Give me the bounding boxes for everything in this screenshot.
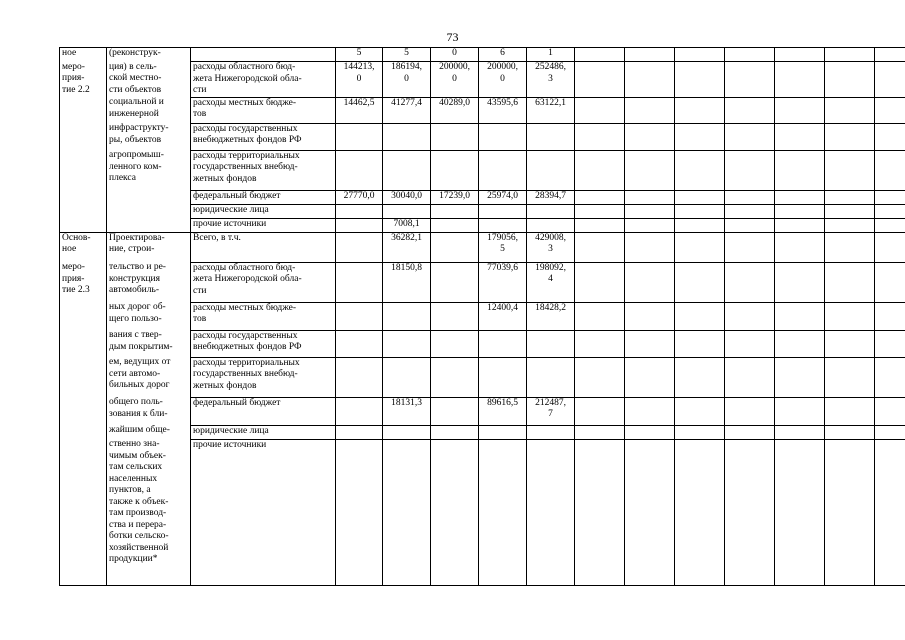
empty-cell [625,439,675,585]
value-cell [336,204,383,218]
value-cell [336,357,383,397]
empty-cell [825,425,875,439]
empty-cell [825,439,875,585]
value-cell: 6 [479,48,527,62]
empty-cell [825,302,875,330]
value-cell: 14462,5 [336,97,383,123]
empty-cell [875,48,905,62]
empty-cell [725,330,775,357]
activity-cell [60,204,107,218]
empty-cell [725,97,775,123]
value-cell [383,330,431,357]
value-cell [479,330,527,357]
activity-cell [60,97,107,123]
empty-cell [675,48,725,62]
value-cell [431,425,479,439]
empty-cell [675,62,725,98]
empty-cell [725,150,775,190]
empty-cell [775,204,825,218]
empty-cell [825,218,875,232]
description-cell: жайшим обще- [107,425,191,439]
empty-cell [675,232,725,262]
empty-cell [675,302,725,330]
empty-cell [875,190,905,204]
value-cell [431,232,479,262]
empty-cell [575,190,625,204]
empty-cell [575,302,625,330]
empty-cell [575,204,625,218]
value-cell: 1 [527,48,575,62]
value-cell [479,150,527,190]
value-cell: 200000, 0 [431,62,479,98]
value-cell [479,123,527,150]
value-cell: 200000, 0 [479,62,527,98]
empty-cell [825,62,875,98]
activity-cell [60,190,107,204]
value-cell: 27770,0 [336,190,383,204]
source-cell: федеральный бюджет [191,397,336,425]
value-cell [479,439,527,585]
empty-cell [725,123,775,150]
empty-cell [775,302,825,330]
empty-cell [575,123,625,150]
value-cell: 212487, 7 [527,397,575,425]
value-cell [383,425,431,439]
value-cell [431,150,479,190]
value-cell [336,232,383,262]
source-cell: расходы областного бюд- жета Нижегородской обла- сти [191,262,336,302]
empty-cell [875,425,905,439]
value-cell [336,397,383,425]
activity-cell: меро- прия- тие 2.3 [60,262,107,302]
value-cell: 77039,6 [479,262,527,302]
empty-cell [875,397,905,425]
source-cell: расходы государственных внебюджетных фондов РФ [191,330,336,357]
empty-cell [625,425,675,439]
empty-cell [625,204,675,218]
empty-cell [725,48,775,62]
empty-cell [625,262,675,302]
empty-cell [725,62,775,98]
source-cell: прочие источники [191,218,336,232]
empty-cell [725,262,775,302]
empty-cell [775,232,825,262]
empty-cell [775,150,825,190]
empty-cell [875,357,905,397]
source-cell: расходы областного бюд- жета Нижегородской обла- сти [191,62,336,98]
page-number: 73 [446,30,459,44]
empty-cell [725,439,775,585]
value-cell [431,357,479,397]
value-cell: 89616,5 [479,397,527,425]
value-cell: 40289,0 [431,97,479,123]
empty-cell [775,48,825,62]
empty-cell [875,204,905,218]
value-cell: 18150,8 [383,262,431,302]
activity-cell: ное [60,48,107,62]
empty-cell [575,62,625,98]
value-cell: 63122,1 [527,97,575,123]
empty-cell [625,48,675,62]
value-cell [527,357,575,397]
empty-cell [875,439,905,585]
description-cell: Проектирова- ние, строи- [107,232,191,262]
empty-cell [875,330,905,357]
empty-cell [875,150,905,190]
empty-cell [825,204,875,218]
value-cell: 0 [431,48,479,62]
value-cell [383,302,431,330]
description-cell: тельство и ре- конструкция автомобиль- [107,262,191,302]
empty-cell [575,150,625,190]
empty-cell [675,190,725,204]
empty-cell [575,330,625,357]
empty-cell [675,357,725,397]
activity-cell [60,123,107,150]
value-cell [336,262,383,302]
table-row [60,62,905,98]
description-cell: вания с твер- дым покрытим- [107,330,191,357]
empty-cell [675,150,725,190]
empty-cell [725,190,775,204]
description-cell: общего поль- зования к бли- [107,397,191,425]
budget-table [59,47,905,586]
value-cell: 5 [383,48,431,62]
value-cell: 186194, 0 [383,62,431,98]
value-cell [383,123,431,150]
table-row [60,204,905,218]
value-cell: 43595,6 [479,97,527,123]
value-cell [336,425,383,439]
source-cell: расходы государственных внебюджетных фондов РФ [191,123,336,150]
activity-cell [60,439,107,585]
value-cell [336,330,383,357]
source-cell: федеральный бюджет [191,190,336,204]
table-row [60,232,905,262]
value-cell [431,123,479,150]
empty-cell [575,439,625,585]
value-cell [431,439,479,585]
description-cell: социальной и инженерной [107,97,191,123]
table-row [60,218,905,232]
value-cell [479,204,527,218]
value-cell: 28394,7 [527,190,575,204]
empty-cell [575,97,625,123]
empty-cell [675,425,725,439]
value-cell: 18428,2 [527,302,575,330]
empty-cell [825,190,875,204]
empty-cell [825,232,875,262]
empty-cell [675,397,725,425]
empty-cell [675,123,725,150]
value-cell [431,397,479,425]
empty-cell [625,97,675,123]
value-cell [431,330,479,357]
table-row [60,48,905,62]
table-row [60,97,905,123]
value-cell [527,123,575,150]
value-cell [336,123,383,150]
empty-cell [775,357,825,397]
activity-cell [60,218,107,232]
empty-cell [625,397,675,425]
empty-cell [575,218,625,232]
activity-cell [60,425,107,439]
empty-cell [675,439,725,585]
empty-cell [625,218,675,232]
value-cell [527,439,575,585]
table-row [60,262,905,302]
value-cell [431,204,479,218]
empty-cell [825,330,875,357]
source-cell [191,48,336,62]
description-cell: ных дорог об- щего пользо- [107,302,191,330]
value-cell [383,357,431,397]
empty-cell [825,357,875,397]
value-cell [431,302,479,330]
value-cell: 5 [336,48,383,62]
value-cell: 25974,0 [479,190,527,204]
value-cell [527,425,575,439]
empty-cell [775,397,825,425]
empty-cell [725,357,775,397]
value-cell [527,330,575,357]
source-cell: расходы территориальных государственных внебюд- жетных фондов [191,357,336,397]
empty-cell [775,330,825,357]
description-cell: ственно зна- чимым объек- там сельских населенных пунктов, а также к объек- там производ- ства и перера- ботки сельско- хозяйственной продукции* [107,439,191,585]
value-cell [336,302,383,330]
description-cell [107,204,191,218]
table-row [60,123,905,150]
activity-cell [60,397,107,425]
empty-cell [725,232,775,262]
activity-cell: меро- прия- тие 2.2 [60,62,107,98]
table-row [60,302,905,330]
empty-cell [575,357,625,397]
value-cell [383,439,431,585]
value-cell [527,150,575,190]
empty-cell [825,97,875,123]
empty-cell [575,425,625,439]
value-cell: 144213, 0 [336,62,383,98]
description-cell: инфраструкту- ры, объектов [107,123,191,150]
empty-cell [775,425,825,439]
source-cell: расходы территориальных государственных внебюд- жетных фондов [191,150,336,190]
value-cell: 17239,0 [431,190,479,204]
empty-cell [775,190,825,204]
empty-cell [875,62,905,98]
source-cell: прочие источники [191,439,336,585]
table-row [60,397,905,425]
empty-cell [725,302,775,330]
empty-cell [625,302,675,330]
value-cell: 7008,1 [383,218,431,232]
activity-cell [60,357,107,397]
value-cell: 41277,4 [383,97,431,123]
empty-cell [775,62,825,98]
description-cell: (реконструк- [107,48,191,62]
empty-cell [875,97,905,123]
value-cell: 12400,4 [479,302,527,330]
empty-cell [625,123,675,150]
empty-cell [775,123,825,150]
empty-cell [825,123,875,150]
empty-cell [875,218,905,232]
value-cell [383,204,431,218]
empty-cell [875,123,905,150]
table-row [60,439,905,585]
empty-cell [625,232,675,262]
empty-cell [875,232,905,262]
empty-cell [625,62,675,98]
source-cell: расходы местных бюдже- тов [191,302,336,330]
value-cell: 179056, 5 [479,232,527,262]
empty-cell [575,48,625,62]
empty-cell [675,218,725,232]
description-cell: ция) в сель- ской местно- сти объектов [107,62,191,98]
value-cell: 36282,1 [383,232,431,262]
value-cell [527,218,575,232]
source-cell: расходы местных бюдже- тов [191,97,336,123]
empty-cell [725,218,775,232]
empty-cell [625,357,675,397]
table-row [60,357,905,397]
empty-cell [575,397,625,425]
source-cell: Всего, в т.ч. [191,232,336,262]
empty-cell [675,97,725,123]
value-cell [479,218,527,232]
empty-cell [825,150,875,190]
empty-cell [825,48,875,62]
activity-cell: Основ- ное [60,232,107,262]
table-row [60,425,905,439]
value-cell [336,218,383,232]
source-cell: юридические лица [191,425,336,439]
activity-cell [60,302,107,330]
value-cell [431,262,479,302]
table-row [60,190,905,204]
empty-cell [875,262,905,302]
empty-cell [675,330,725,357]
value-cell [527,204,575,218]
empty-cell [775,439,825,585]
activity-cell [60,150,107,190]
value-cell: 429008, 3 [527,232,575,262]
value-cell: 18131,3 [383,397,431,425]
source-cell: юридические лица [191,204,336,218]
description-cell [107,218,191,232]
empty-cell [825,262,875,302]
value-cell: 198092, 4 [527,262,575,302]
empty-cell [725,397,775,425]
description-cell: агропромыш- ленного ком- плекса [107,150,191,190]
empty-cell [875,302,905,330]
empty-cell [625,190,675,204]
empty-cell [825,397,875,425]
empty-cell [775,97,825,123]
table-row [60,330,905,357]
empty-cell [725,204,775,218]
empty-cell [775,262,825,302]
value-cell [383,150,431,190]
activity-cell [60,330,107,357]
empty-cell [725,425,775,439]
value-cell [479,425,527,439]
empty-cell [575,262,625,302]
value-cell [336,150,383,190]
table-body [60,48,905,586]
empty-cell [625,150,675,190]
empty-cell [625,330,675,357]
description-cell: ем, ведущих от сети автомо- бильных дорог [107,357,191,397]
empty-cell [575,232,625,262]
value-cell: 252486, 3 [527,62,575,98]
description-cell [107,190,191,204]
value-cell: 30040,0 [383,190,431,204]
empty-cell [675,204,725,218]
value-cell [479,357,527,397]
empty-cell [675,262,725,302]
value-cell [336,439,383,585]
value-cell [431,218,479,232]
table-row [60,150,905,190]
empty-cell [775,218,825,232]
